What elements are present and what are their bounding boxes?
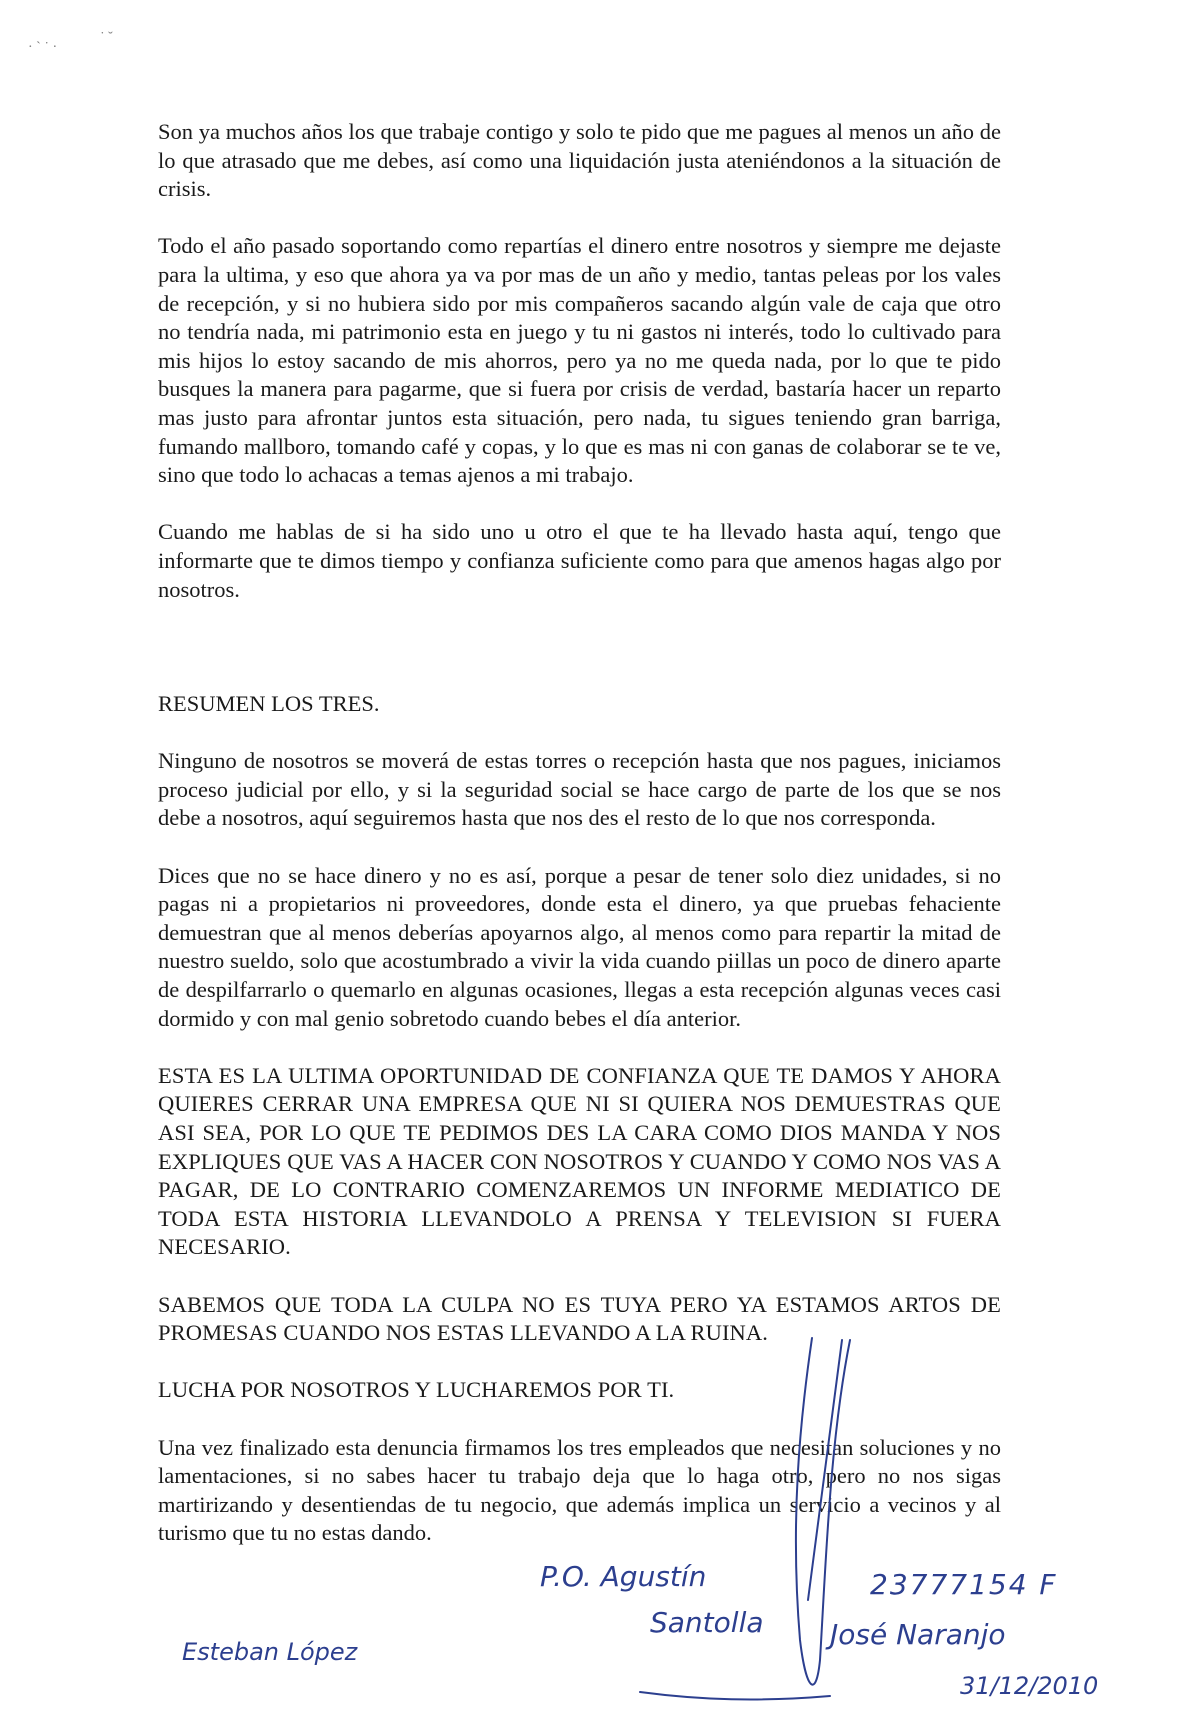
paragraph-money: Dices que no se hace dinero y no es así, porque a pesar de tener solo diez unidades, si no pagas ni a propietarios ni proveedores, donde esta el dinero, ya que pruebas fehaciente demuestran que al menos deberías apoyarnos algo, al menos como para repartir la mitad de nuestro sueldo, solo que acostumbrado a vivir la vida cuando piillas un poco de dinero aparte de despilfarrarlo o quemarlo en algunas ocasiones, llegas a esta recepción algunas veces casi dormido y con mal genio sobretodo cuando bebes el día anterior. (158, 862, 1001, 1031)
baseline-stroke (640, 1692, 830, 1699)
section-heading-resumen: RESUMEN LOS TRES. (158, 691, 380, 717)
paragraph-trust: Cuando me hablas de si ha sido uno u otro el que te ha llevado hasta aquí, tengo que informarte que te dimos tiempo y confianza suficiente como para que amenos hagas algo por nosotros. (158, 519, 1001, 602)
handwritten-po-note: P.O. Agustín (540, 1560, 707, 1593)
handwritten-id-number: 23777154 F (870, 1568, 1058, 1601)
handwritten-signature-left: Esteban López (182, 1638, 358, 1666)
paragraph-closing: Una vez finalizado esta denuncia firmamos los tres empleados que necesitan soluciones y no lamentaciones, si no sabes hacer tu trabajo deja que lo haga otro, pero no nos sigas martirizando y desentiendas de tu negocio, que además implica un servicio a vecinos y al turismo que tu no estas dando. (158, 1434, 1001, 1546)
handwritten-date: 31/12/2010 (960, 1672, 1099, 1700)
slogan-lucha: LUCHA POR NOSOTROS Y LUCHAREMOS POR TI. (158, 1377, 675, 1403)
paragraph-no-move: Ninguno de nosotros se moverá de estas torres o recepción hasta que nos pagues, iniciamos proceso judicial por ello, y si la seguridad social se hace cargo de parte de los que se nos debe a nosotros, aquí seguiremos hasta que nos des el resto de lo que nos corresponda. (158, 748, 1001, 831)
scan-artifact: · ˋ ˙ · (28, 40, 58, 55)
scan-artifact: ˙ ˘ (100, 30, 113, 45)
handwritten-name: José Naranjo (830, 1618, 1006, 1651)
paragraph-last-chance: ESTA ES LA ULTIMA OPORTUNIDAD DE CONFIANZA QUE TE DAMOS Y AHORA QUIERES CERRAR UNA EMPRESA QUE NI SI QUIERA NOS DEMUESTRAS QUE ASI SEA, POR LO QUE TE PEDIMOS DES LA CARA COMO DIOS MANDA Y NOS EXPLIQUES QUE VAS A HACER CON NOSOTROS Y CUANDO Y COMO NOS VAS A PAGAR, DE LO CONTRARIO COMENZAREMOS UN INFORME MEDIATICO DE TODA ESTA HISTORIA LLEVANDOLO A PRENSA Y TELEVISION SI FUERA NECESARIO. (158, 1062, 1001, 1260)
paragraph-complaint: Todo el año pasado soportando como repartías el dinero entre nosotros y siempre me dejaste para la ultima, y eso que ahora ya va por mas de un año y medio, tantas peleas por los vales de recepción, y si no hubiera sido por mis compañeros sacando algún vale de caja que otro no tendría nada, mi patrimonio esta en juego y tu ni gastos ni interés, todo lo cultivado para mis hijos lo estoy sacando de mis ahorros, pero ya no me queda nada, por lo que te pido busques la manera para pagarme, que si fuera por crisis de verdad, bastaría hacer un reparto mas justo para afrontar juntos esta situación, pero nada, tu sigues teniendo gran barriga, fumando mallboro, tomando café y copas, y lo que es mas ni con ganas de colaborar se te ve, sino que todo lo achacas a temas ajenos a mi trabajo. (158, 233, 1001, 488)
handwritten-surname: Santolla (650, 1606, 764, 1639)
paragraph-not-your-fault: SABEMOS QUE TODA LA CULPA NO ES TUYA PERO YA ESTAMOS ARTOS DE PROMESAS CUANDO NOS ESTAS LLEVANDO A LA RUINA. (158, 1291, 1001, 1346)
paragraph-pay-request: Son ya muchos años los que trabaje contigo y solo te pido que me pagues al menos un año de lo que atrasado que me debes, así como una liquidación justa ateniéndonos a la situación de crisis. (158, 119, 1001, 202)
